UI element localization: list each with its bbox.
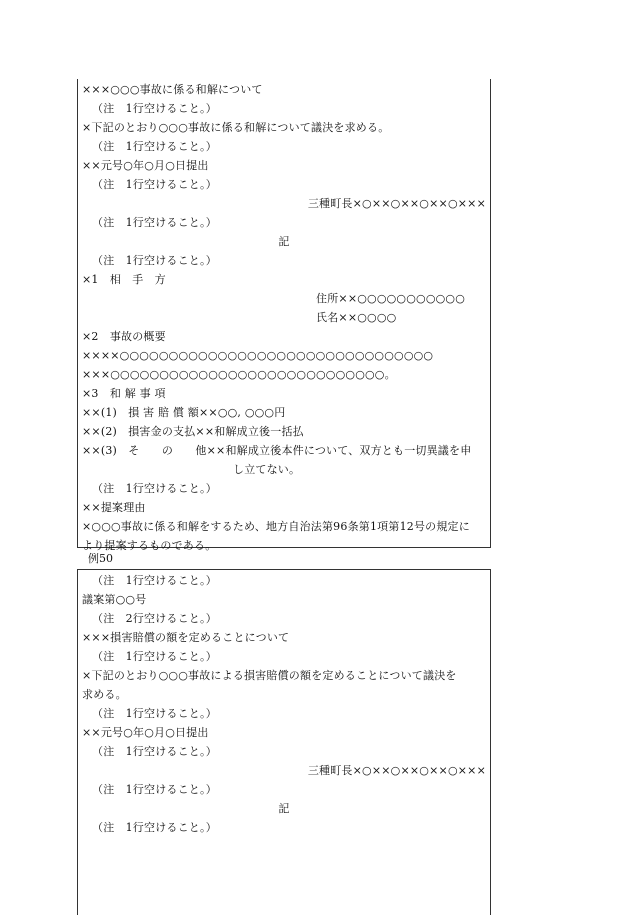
- document-section-2: [77, 569, 491, 915]
- item-heading: ×1 相 手 方: [82, 273, 166, 286]
- note-line: （注 1行空けること。）: [92, 650, 217, 663]
- ki-heading: 記: [278, 235, 290, 248]
- note-line: （注 2行空けること。）: [92, 612, 217, 625]
- body-line: ×下記のとおり○○○事故に係る和解について議決を求める。: [82, 121, 390, 134]
- example-label: 例50: [88, 552, 113, 565]
- sub-item-line: ××(2) 損害金の支払××和解成立後一括払: [82, 425, 304, 438]
- body-line: 求める。: [82, 688, 127, 701]
- date-line: ××元号○年○月○日提出: [82, 159, 209, 172]
- sub-item-continuation: し立てない。: [233, 463, 301, 476]
- note-line: （注 1行空けること。）: [92, 254, 217, 267]
- date-line: ××元号○年○月○日提出: [82, 726, 209, 739]
- note-line: （注 1行空けること。）: [92, 783, 217, 796]
- doc-title: ×××損害賠償の額を定めることについて: [82, 631, 290, 644]
- body-line: ××××○○○○○○○○○○○○○○○○○○○○○○○○○○○○○○○○: [82, 349, 434, 362]
- item-heading: ×3 和 解 事 項: [82, 387, 166, 400]
- doc-title: ×××○○○事故に係る和解について: [82, 83, 263, 96]
- item-heading: ×2 事故の概要: [82, 330, 166, 343]
- signatory-line: 三種町長×○××○××○××○×××: [307, 764, 486, 777]
- sub-item-line: ××(3) そ の 他××和解成立後本件について、双方とも一切異議を申: [82, 444, 472, 457]
- sub-item-line: ××(1) 損 害 賠 償 額××○○, ○○○円: [82, 406, 286, 419]
- body-line: ×下記のとおり○○○事故による損害賠償の額を定めることについて議決を: [82, 669, 457, 682]
- note-line: （注 1行空けること。）: [92, 102, 217, 115]
- bill-number: 議案第○○号: [82, 593, 147, 606]
- reason-heading: ××提案理由: [82, 501, 146, 514]
- body-line: より提案するものである。: [82, 539, 217, 552]
- note-line: （注 1行空けること。）: [92, 216, 217, 229]
- note-line: （注 1行空けること。）: [92, 140, 217, 153]
- note-line: （注 1行空けること。）: [92, 745, 217, 758]
- name-line: 氏名××○○○○: [316, 311, 397, 324]
- note-line: （注 1行空けること。）: [92, 574, 217, 587]
- note-line: （注 1行空けること。）: [92, 482, 217, 495]
- ki-heading: 記: [278, 802, 290, 815]
- note-line: （注 1行空けること。）: [92, 178, 217, 191]
- body-line: ×○○○事故に係る和解をするため、地方自治法第96条第1項第12号の規定に: [82, 520, 470, 533]
- note-line: （注 1行空けること。）: [92, 707, 217, 720]
- signatory-line: 三種町長×○××○××○××○×××: [307, 197, 486, 210]
- address-line: 住所××○○○○○○○○○○○: [316, 292, 466, 305]
- body-line: ×××○○○○○○○○○○○○○○○○○○○○○○○○○○○○。: [82, 368, 396, 381]
- note-line: （注 1行空けること。）: [92, 821, 217, 834]
- document-section-1: [77, 79, 491, 552]
